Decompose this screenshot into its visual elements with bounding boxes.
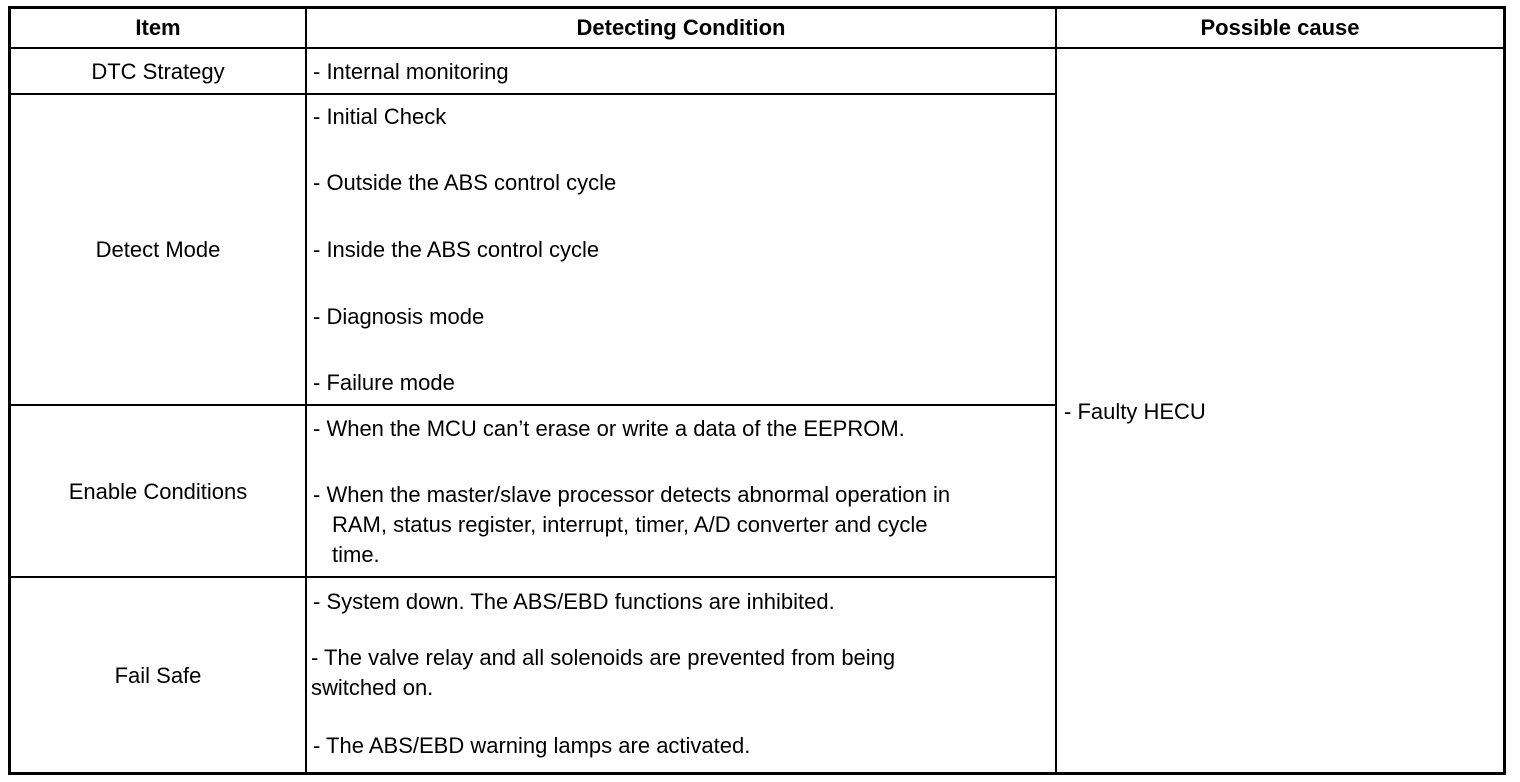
condition-outside-abs-cycle: - Outside the ABS control cycle — [313, 170, 617, 195]
header-item: Item — [135, 15, 181, 40]
condition-valve-relay-line-1: - The valve relay and all solenoids are prevented from being — [311, 645, 896, 670]
condition-valve-relay-line-2: switched on. — [311, 675, 434, 700]
condition-warning-lamps: - The ABS/EBD warning lamps are activated. — [313, 733, 751, 758]
item-dtc-strategy: DTC Strategy — [91, 59, 225, 84]
item-enable-conditions: Enable Conditions — [68, 479, 248, 504]
condition-system-down: - System down. The ABS/EBD functions are inhibited. — [313, 589, 835, 614]
header-possible-cause: Possible cause — [1200, 15, 1360, 40]
header-detecting-condition: Detecting Condition — [576, 15, 786, 40]
item-fail-safe: Fail Safe — [114, 663, 202, 688]
condition-failure-mode: - Failure mode — [313, 370, 455, 395]
condition-internal-monitoring: - Internal monitoring — [313, 59, 509, 84]
row-divider-2 — [8, 404, 1057, 406]
row-divider-3 — [8, 576, 1057, 578]
possible-cause-faulty-hecu: - Faulty HECU — [1064, 399, 1206, 424]
header-divider — [8, 47, 1506, 49]
condition-processor-line-2: RAM, status register, interrupt, timer, A/D converter and cycle — [332, 512, 928, 537]
column-divider-2 — [1055, 6, 1057, 775]
condition-eeprom: - When the MCU can’t erase or write a data of the EEPROM. — [313, 416, 905, 441]
column-divider-1 — [305, 6, 307, 775]
condition-processor-line-1: - When the master/slave processor detects abnormal operation in — [313, 482, 951, 507]
condition-inside-abs-cycle: - Inside the ABS control cycle — [313, 237, 600, 262]
row-divider-1 — [8, 93, 1057, 95]
item-detect-mode: Detect Mode — [95, 237, 221, 262]
condition-initial-check: - Initial Check — [313, 104, 447, 129]
condition-processor-line-3: time. — [332, 542, 380, 567]
condition-diagnosis-mode: - Diagnosis mode — [313, 304, 485, 329]
